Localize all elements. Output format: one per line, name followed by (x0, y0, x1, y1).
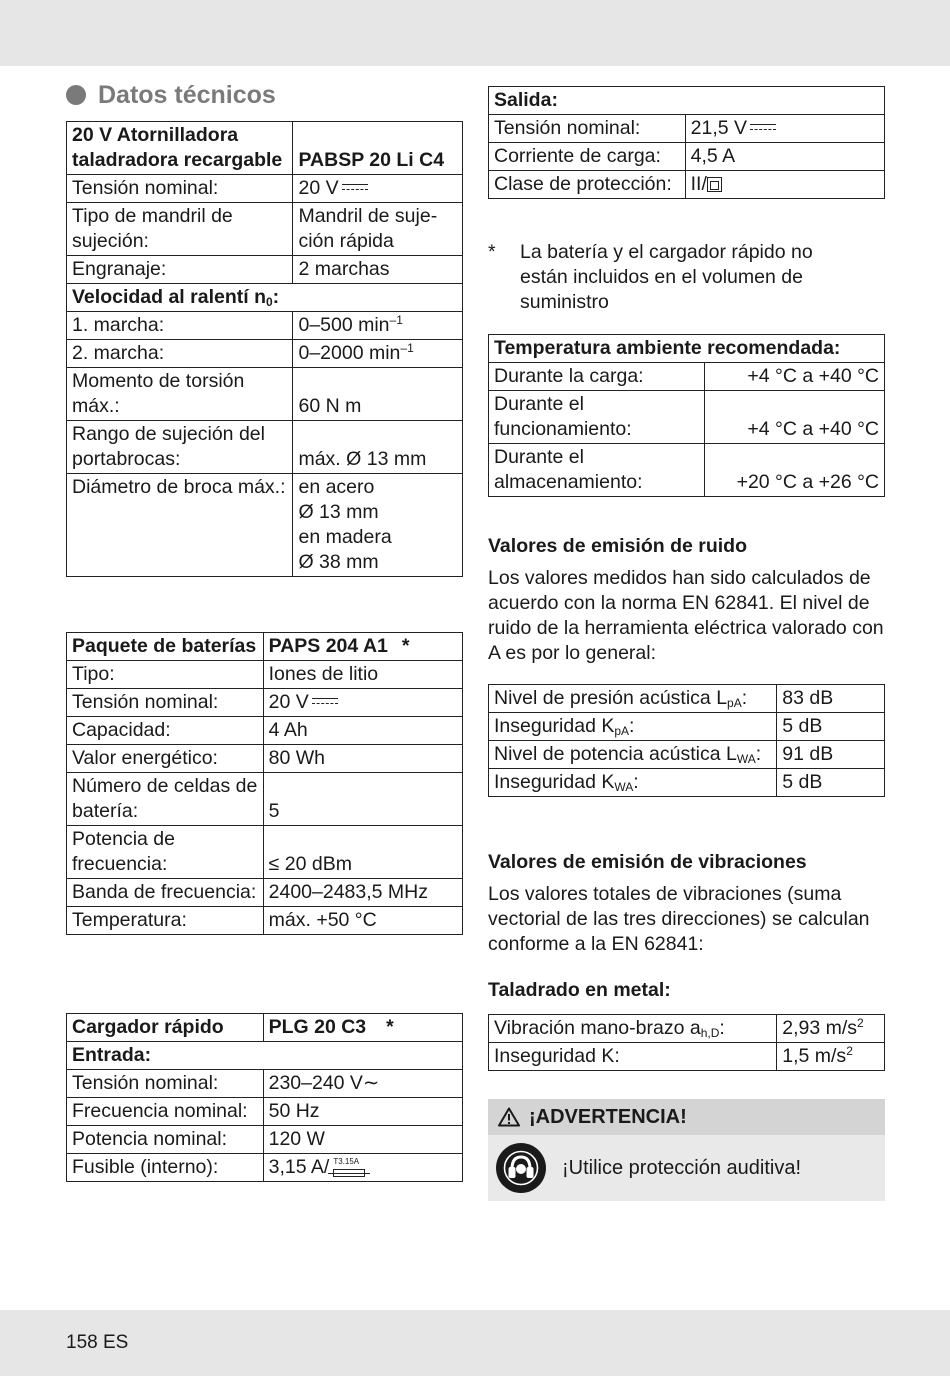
gear2-value: 0–2000 min (298, 342, 401, 364)
cell-label (489, 769, 777, 797)
subscript: WA (736, 752, 756, 766)
cell-label: Tensión nominal: (67, 1070, 264, 1098)
voltage-value: 20 V (298, 177, 339, 199)
cell-value: 4 Ah (263, 717, 462, 745)
heading-text: Datos técnicos (98, 80, 276, 109)
fuse-icon (329, 1157, 371, 1179)
table-row (489, 1015, 885, 1043)
charger-model: PLG 20 C3 (268, 1016, 367, 1038)
subscript: pA (727, 696, 742, 710)
table-row (67, 1014, 463, 1042)
cell-label: Tensión nominal: (489, 115, 686, 143)
table-row (67, 474, 463, 577)
colon: : (719, 1017, 725, 1039)
cell-value: 5 dB (777, 713, 885, 741)
fuse-value: 3,15 A/ (268, 1156, 330, 1178)
charger-model-cell (263, 1014, 462, 1042)
table-row (67, 689, 463, 717)
class-value: II/ (690, 173, 707, 195)
alternating-current-icon: ∼ (362, 1072, 380, 1094)
noise-text: Los valores medidos han sido calculados de acuerdo con la norma EN 62841. El nivel de ruido de la herramienta eléctrica valorado con A es por lo general: (488, 567, 884, 664)
direct-current-icon (342, 183, 368, 193)
vibration-value: 2,93 m/s (782, 1017, 858, 1039)
uncertainty-label: Inseguridad K (494, 715, 615, 737)
cell-label: Corriente de carga: (489, 143, 686, 171)
vibration-label: Vibración mano-brazo a (494, 1017, 701, 1039)
drill-model: PABSP 20 Li C4 (293, 122, 463, 175)
subscript: WA (614, 780, 634, 794)
cell-label: Durante el almacenamiento: (489, 444, 705, 497)
voltage-value: 21,5 V (690, 117, 748, 139)
page-number: 158 ES (66, 1332, 129, 1353)
table-row (489, 685, 885, 713)
battery-model: PAPS 204 A1 (268, 635, 388, 657)
cell-value: 4,5 A (685, 143, 884, 171)
superscript: 2 (846, 1044, 853, 1058)
top-bar (0, 0, 950, 66)
drill-spec-table (66, 121, 463, 577)
cell-value: 83 dB (777, 685, 885, 713)
cell-value: 60 N m (293, 368, 463, 421)
cell-label: 2. marcha: (67, 340, 293, 368)
cell-value (293, 340, 463, 368)
uncertainty-value: 1,5 m/s (782, 1045, 847, 1067)
bit-line: Ø 38 mm (298, 551, 379, 573)
temperature-title: Temperatura ambiente recomendada: (489, 335, 885, 363)
table-row (489, 335, 885, 363)
cell-label: 1. marcha: (67, 312, 293, 340)
table-row (67, 773, 463, 826)
cell-value: 5 dB (777, 769, 885, 797)
table-row (67, 879, 463, 907)
colon: : (741, 687, 748, 709)
cell-value: 5 (263, 773, 462, 826)
vibration-text: Los valores totales de vibraciones (suma vectorial de las tres direcciones) se calculan conforme a la EN 62841: (488, 883, 870, 955)
charger-spec-table (66, 1013, 463, 1182)
table-row (489, 143, 885, 171)
cell-value: 50 Hz (263, 1098, 462, 1126)
cell-label: Fusible (interno): (67, 1154, 264, 1182)
cell-label: Durante el funcionamiento: (489, 391, 705, 444)
cell-value: Mandril de suje-ción rápida (293, 203, 463, 256)
cell-label: Tensión nominal: (67, 175, 293, 203)
cell-value: +20 °C a +26 °C (704, 444, 884, 497)
footnote-text: La batería y el cargador rápido no están incluidos en el volumen de suministro (520, 241, 813, 313)
cell-value: 120 W (263, 1126, 462, 1154)
colon: : (755, 743, 762, 765)
cell-value: 80 Wh (263, 745, 462, 773)
table-row (489, 769, 885, 797)
uncertainty-label: Inseguridad K (494, 771, 615, 793)
cell-value (293, 474, 463, 577)
bit-line: Ø 13 mm (298, 501, 379, 523)
subscript: pA (614, 724, 630, 738)
cell-value (685, 115, 884, 143)
table-row (67, 203, 463, 256)
table-row (67, 1042, 463, 1070)
cell-value: +4 °C a +40 °C (704, 363, 884, 391)
output-spec-table (488, 86, 885, 199)
cell-label: Tipo: (67, 661, 264, 689)
cell-label: Diámetro de broca máx.: (67, 474, 293, 577)
cell-value (685, 171, 884, 199)
cell-label: Tensión nominal: (67, 689, 264, 717)
cell-value (777, 1015, 885, 1043)
subscript: h,D (700, 1026, 720, 1040)
cell-label (489, 685, 777, 713)
cell-label: Inseguridad K: (489, 1043, 777, 1071)
table-row (67, 1126, 463, 1154)
table-row (67, 1098, 463, 1126)
table-row (67, 907, 463, 935)
table-row (489, 171, 885, 199)
cell-label: Rango de sujeción del portabrocas: (67, 421, 293, 474)
table-row (489, 444, 885, 497)
cell-value: 2400–2483,5 MHz (263, 879, 462, 907)
cell-value: 91 dB (777, 741, 885, 769)
table-row (67, 717, 463, 745)
cell-value: máx. +50 °C (263, 907, 462, 935)
table-row (67, 421, 463, 474)
table-row (67, 175, 463, 203)
table-row (67, 1070, 463, 1098)
bit-line: en madera (298, 526, 392, 548)
warning-triangle-icon (498, 1107, 520, 1127)
vibration-heading: Valores de emisión de vibraciones (488, 851, 807, 873)
drill-title: 20 V Atornilladora taladradora recargable (67, 122, 293, 175)
cell-label: Engranaje: (67, 256, 293, 284)
table-row (489, 115, 885, 143)
superscript: 2 (857, 1016, 864, 1030)
pressure-label: Nivel de presión acústica L (494, 687, 728, 709)
cell-label: Temperatura: (67, 907, 264, 935)
cell-label: Capacidad: (67, 717, 264, 745)
cell-label: Potencia nominal: (67, 1126, 264, 1154)
superscript: –1 (400, 341, 414, 355)
table-row (67, 745, 463, 773)
charger-title: Cargador rápido (67, 1014, 264, 1042)
bottom-bar (0, 1310, 950, 1376)
voltage-value: 230–240 V (268, 1072, 363, 1094)
direct-current-icon (750, 123, 776, 133)
cell-value (263, 689, 462, 717)
cell-label: Tipo de mandril de sujeción: (67, 203, 293, 256)
vibration-subheading: Taladrado en metal: (488, 979, 671, 1001)
protection-class-ii-icon (707, 177, 722, 192)
cell-label: Clase de protección: (489, 171, 686, 199)
cell-label: Valor energético: (67, 745, 264, 773)
warning-title: ¡ADVERTENCIA! (529, 1105, 687, 1128)
cell-label (489, 1015, 777, 1043)
cell-label: Frecuencia nominal: (67, 1098, 264, 1126)
direct-current-icon (312, 697, 338, 707)
colon: : (633, 771, 639, 793)
table-row (67, 340, 463, 368)
output-title: Salida: (489, 87, 885, 115)
temperature-table (488, 334, 885, 497)
cell-label: Velocidad al ralentí $n_0$: (67, 284, 463, 312)
cell-label: Banda de frecuencia: (67, 879, 264, 907)
cell-value (293, 312, 463, 340)
table-row (489, 713, 885, 741)
warning-text: ¡Utilice protección auditiva! (562, 1156, 801, 1179)
table-row (489, 87, 885, 115)
table-row (67, 312, 463, 340)
vibration-table (488, 1014, 885, 1071)
noise-heading: Valores de emisión de ruido (488, 535, 747, 557)
table-row (489, 363, 885, 391)
gear1-value: 0–500 min (298, 314, 390, 336)
colon: : (629, 715, 635, 737)
idle-speed-label: Velocidad al ralentí n (72, 286, 266, 308)
cell-value: 2 marchas (293, 256, 463, 284)
cell-label: Número de celdas de batería: (67, 773, 264, 826)
table-row (67, 661, 463, 689)
battery-spec-table (66, 632, 463, 935)
table-row (489, 391, 885, 444)
cell-value (263, 1154, 462, 1182)
warning-body (488, 1135, 885, 1201)
voltage-value: 20 V (268, 691, 309, 713)
input-label: Entrada: (67, 1042, 463, 1070)
cell-label: Momento de torsión máx.: (67, 368, 293, 421)
noise-table (488, 684, 885, 797)
cell-label: Durante la carga: (489, 363, 705, 391)
asterisk: * (386, 1016, 394, 1038)
table-row (67, 368, 463, 421)
cell-value: máx. Ø 13 mm (293, 421, 463, 474)
battery-title: Paquete de baterías (67, 633, 264, 661)
hearing-protection-icon (496, 1143, 546, 1193)
bullet-icon (66, 85, 86, 105)
cell-label (489, 741, 777, 769)
power-label: Nivel de potencia acústica L (494, 743, 737, 765)
table-row (67, 122, 463, 175)
footnote-asterisk: * (488, 241, 496, 263)
table-row (67, 284, 463, 312)
cell-value (293, 175, 463, 203)
superscript: –1 (389, 313, 403, 327)
table-row (67, 256, 463, 284)
table-row (67, 1154, 463, 1182)
cell-label (489, 713, 777, 741)
table-row (67, 633, 463, 661)
cell-value: +4 °C a +40 °C (704, 391, 884, 444)
cell-value (777, 1043, 885, 1071)
asterisk: * (401, 635, 410, 657)
subscript: 0 (265, 295, 273, 309)
fuse-marking: T3.15A (333, 1157, 360, 1166)
table-row (67, 826, 463, 879)
cell-value: ≤ 20 dBm (263, 826, 462, 879)
cell-value (263, 1070, 462, 1098)
bit-line: en acero (298, 476, 375, 498)
cell-label: Potencia de frecuencia: (67, 826, 264, 879)
section-heading (66, 80, 276, 110)
battery-model-cell (263, 633, 462, 661)
warning-header (488, 1099, 885, 1135)
cell-value: Iones de litio (263, 661, 462, 689)
table-row (489, 1043, 885, 1071)
table-row (489, 741, 885, 769)
